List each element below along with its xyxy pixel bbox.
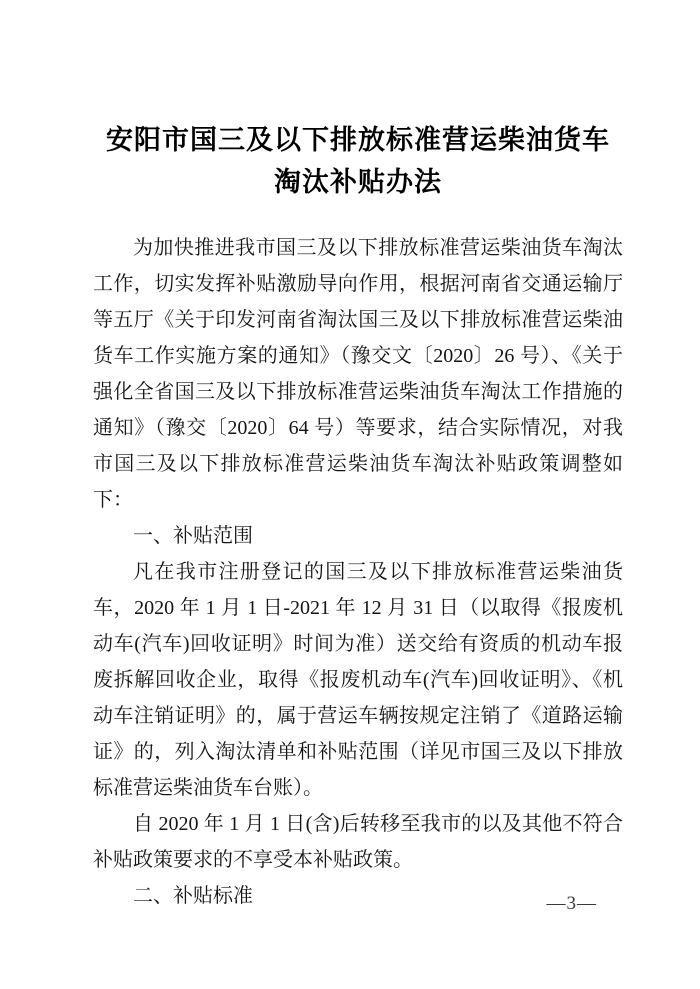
section-heading-subsidy-scope: 一、补贴范围 bbox=[133, 525, 253, 547]
document-title bbox=[93, 119, 623, 203]
paragraph-subsidy-scope: 凡在我市注册登记的国三及以下排放标准营运柴油货车，2020 年 1 月 1 日-2021 年 12 月 31 日（以取得《报废机动车(汽车)回收证明》时间为准）送交给有资质的机动车报废拆解回收企业，取得《报废机动车(汽车)回收证明》、《机动车注销证明》的，属于营运车辆按规定注销了《道路运输证》的，列入淘汰清单和补贴范围（详见市国三及以下排放标准营运柴油货车台账）。 bbox=[93, 561, 623, 799]
paragraph-exclusion: 自 2020 年 1 月 1 日(含)后转移至我市的以及其他不符合补贴政策要求的不享受本补贴政策。 bbox=[93, 813, 623, 871]
document-title-line-2: 淘汰补贴办法 bbox=[274, 167, 442, 197]
document-content bbox=[93, 0, 623, 914]
document-body bbox=[93, 230, 623, 914]
document-title-line-1: 安阳市国三及以下排放标准营运柴油货车 bbox=[106, 125, 610, 155]
paragraph-intro: 为加快推进我市国三及以下排放标准营运柴油货车淘汰工作，切实发挥补贴激励导向作用，根据河南省交通运输厅等五厅《关于印发河南省淘汰国三及以下排放标准营运柴油货车工作实施方案的通知》（豫交文〔2020〕26 号）、《关于强化全省国三及以下排放标准营运柴油货车淘汰工作措施的通知》（豫交〔2020〕64 号）等要求，结合实际情况，对我市国三及以下排放标准营运柴油货车淘汰补贴政策调整如下： bbox=[93, 237, 623, 511]
section-heading-subsidy-standard: 二、补贴标准 bbox=[133, 885, 253, 907]
page-number: —3— bbox=[546, 893, 597, 914]
